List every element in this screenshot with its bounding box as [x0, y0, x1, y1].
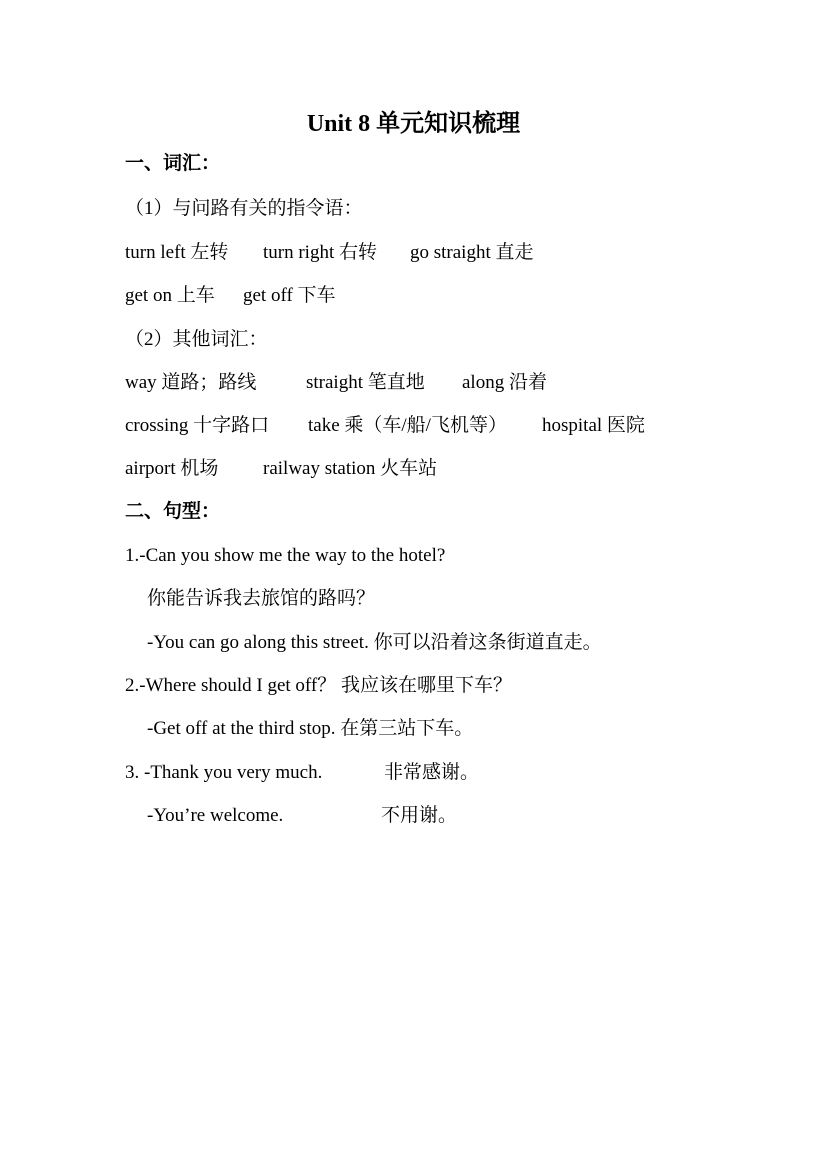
- sentence-2-answer: -Get off at the third stop. 在第三站下车。: [147, 718, 474, 739]
- vocab-item: straight 笔直地: [306, 372, 425, 393]
- sentence-1-question: 1.-Can you show me the way to the hotel?: [125, 545, 446, 566]
- vocabulary-heading: 一、词汇：: [125, 153, 221, 174]
- vocab-item: get on 上车: [125, 285, 215, 306]
- vocab-item: go straight 直走: [410, 242, 534, 263]
- vocab-item: airport 机场: [125, 458, 219, 479]
- vocab-subheading-directions: （1）与问路有关的指令语：: [125, 198, 363, 219]
- sentence-1-answer: -You can go along this street. 你可以沿着这条街道直走。: [147, 632, 602, 653]
- vocab-item: railway station 火车站: [263, 458, 438, 479]
- vocab-subheading-other: （2）其他词汇：: [125, 329, 268, 350]
- sentence-3-answer-en: -You’re welcome.: [147, 805, 284, 826]
- vocab-item: hospital 医院: [542, 415, 645, 436]
- page-title: Unit 8 单元知识梳理: [306, 111, 521, 137]
- sentence-1-question-translation: 你能告诉我去旅馆的路吗？: [147, 588, 376, 609]
- vocab-item: along 沿着: [462, 372, 547, 393]
- vocab-item: take 乘（车/船/飞机等）: [308, 415, 507, 436]
- vocab-item: get off 下车: [243, 285, 336, 306]
- sentence-3-answer-cn: 不用谢。: [381, 805, 458, 826]
- sentence-2-question: 2.-Where should I get off？ 我应该在哪里下车？: [125, 675, 512, 696]
- sentence-patterns-heading: 二、句型：: [125, 501, 221, 522]
- sentence-3-question-cn: 非常感谢。: [384, 762, 480, 783]
- vocab-item: turn right 右转: [263, 242, 377, 263]
- vocab-item: crossing 十字路口: [125, 415, 270, 436]
- vocab-item: turn left 左转: [125, 242, 229, 263]
- sentence-3-question-en: 3. -Thank you very much.: [125, 762, 323, 783]
- vocab-item: way 道路；路线: [125, 372, 257, 393]
